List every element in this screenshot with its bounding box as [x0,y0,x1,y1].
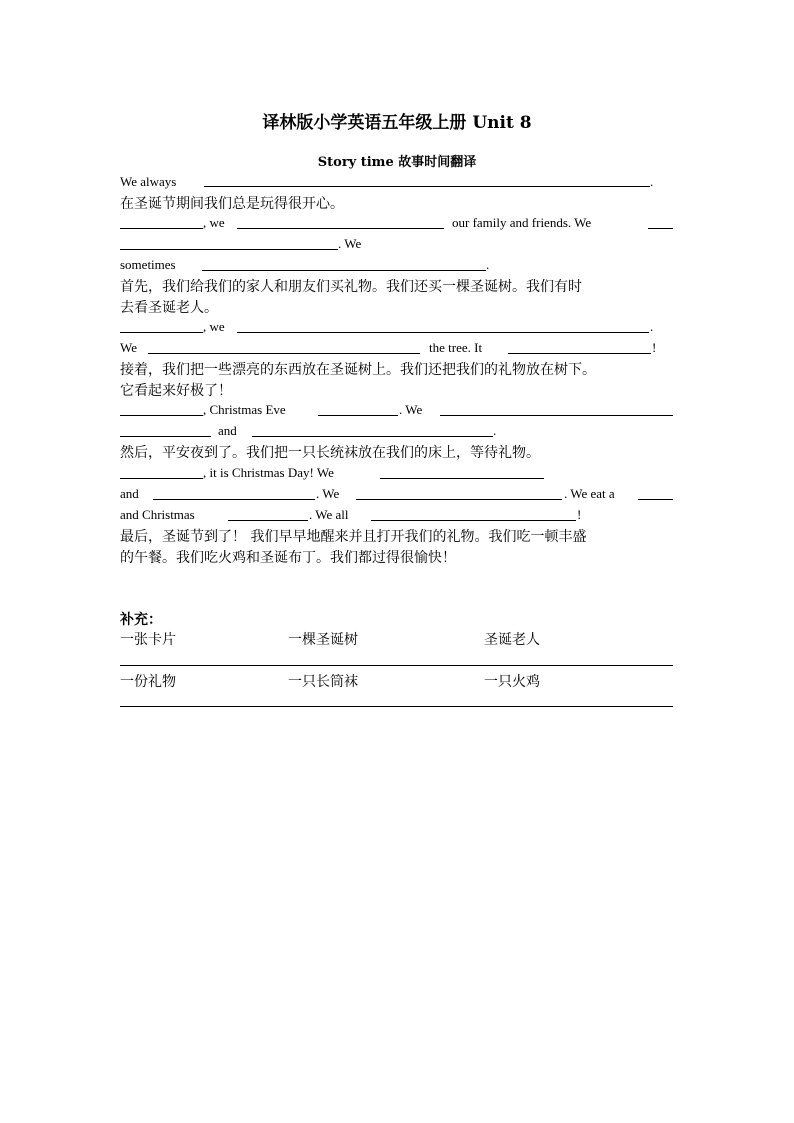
p4-blank-3[interactable] [440,415,673,416]
supplement-item: 一棵圣诞树 [288,632,358,648]
p3-text-tree: the tree. It [429,340,483,355]
p4-text-we: . We [399,402,423,417]
p2-text-we2: . We [338,236,362,251]
p2-blank-5[interactable] [202,270,486,271]
supplement-item: 一只长筒袜 [288,674,358,690]
p3-translation-1: 接着，我们把一些漂亮的东西放在圣诞树上。我们还把我们的礼物放在树下。 [120,362,596,378]
p3-exclaim: ! [652,340,657,355]
supplement-item: 一张卡片 [120,632,176,648]
p5-blank-3[interactable] [153,499,315,500]
p5-blank-6[interactable] [228,520,308,521]
p4-text-and: and [218,423,237,438]
p3-period: . [650,319,654,334]
p5-text-we: . We [316,486,340,501]
p2-text-sometimes: sometimes [120,257,176,272]
supplement-item: 一份礼物 [120,674,176,690]
p3-text-we: , we [203,319,225,334]
p2-translation-2: 去看圣诞老人。 [120,300,218,316]
p4-translation: 然后，平安夜到了。我们把一只长统袜放在我们的床上，等待礼物。 [120,445,540,461]
p5-text-and-christmas: and Christmas [120,507,195,522]
p5-blank-4[interactable] [356,499,562,500]
p1-period: . [650,174,654,189]
p2-text-we: , we [203,215,225,230]
p1-blank-1[interactable] [204,186,650,187]
p4-blank-4[interactable] [120,436,211,437]
p2-blank-3[interactable] [648,228,673,229]
p2-translation-1: 首先，我们给我们的家人和朋友们买礼物。我们还买一棵圣诞树。我们有时 [120,279,582,295]
p4-period: . [493,423,497,438]
supplement-item: 一只火鸡 [484,674,540,690]
p4-blank-2[interactable] [318,415,398,416]
p3-blank-1[interactable] [120,332,203,333]
p5-text-we-eat: . We eat a [564,486,615,501]
p2-blank-4[interactable] [120,249,338,250]
page-title: 译林版小学英语五年级上册 Unit 8 [262,113,532,133]
p3-blank-3[interactable] [148,353,420,354]
p2-blank-1[interactable] [120,228,203,229]
p3-blank-4[interactable] [508,353,651,354]
p3-translation-2: 它看起来好极了！ [120,383,232,399]
p4-blank-1[interactable] [120,415,203,416]
p4-text-eve: , Christmas Eve [203,402,286,417]
supplement-label: 补充： [120,612,162,628]
p5-exclaim: ! [577,507,582,522]
supplement-item: 圣诞老人 [484,632,540,648]
page-subtitle: Story time 故事时间翻译 [317,155,477,170]
p1-translation: 在圣诞节期间我们总是玩得很开心。 [120,196,344,212]
p5-translation-1: 最后，圣诞节到了！ 我们早早地醒来并且打开我们的礼物。我们吃一顿丰盛 [120,529,587,545]
p3-text-We: We [120,340,137,355]
supplement-answer-line-2[interactable] [120,706,673,707]
p3-blank-2[interactable] [237,332,649,333]
p5-text-and: and [120,486,139,501]
p5-blank-2[interactable] [380,478,544,479]
p5-text-day: , it is Christmas Day! We [203,465,334,480]
supplement-answer-line-1[interactable] [120,665,673,666]
p2-text-mid: our family and friends. We [452,215,592,230]
p5-translation-2: 的午餐。我们吃火鸡和圣诞布丁。我们都过得很愉快！ [120,550,456,566]
p2-period: . [486,257,490,272]
p5-blank-1[interactable] [120,478,203,479]
p4-blank-5[interactable] [252,436,493,437]
p5-text-we-all: . We all [309,507,349,522]
p5-blank-5[interactable] [638,499,673,500]
p2-blank-2[interactable] [237,228,444,229]
p1-text: We always [120,174,177,189]
p5-blank-7[interactable] [371,520,576,521]
